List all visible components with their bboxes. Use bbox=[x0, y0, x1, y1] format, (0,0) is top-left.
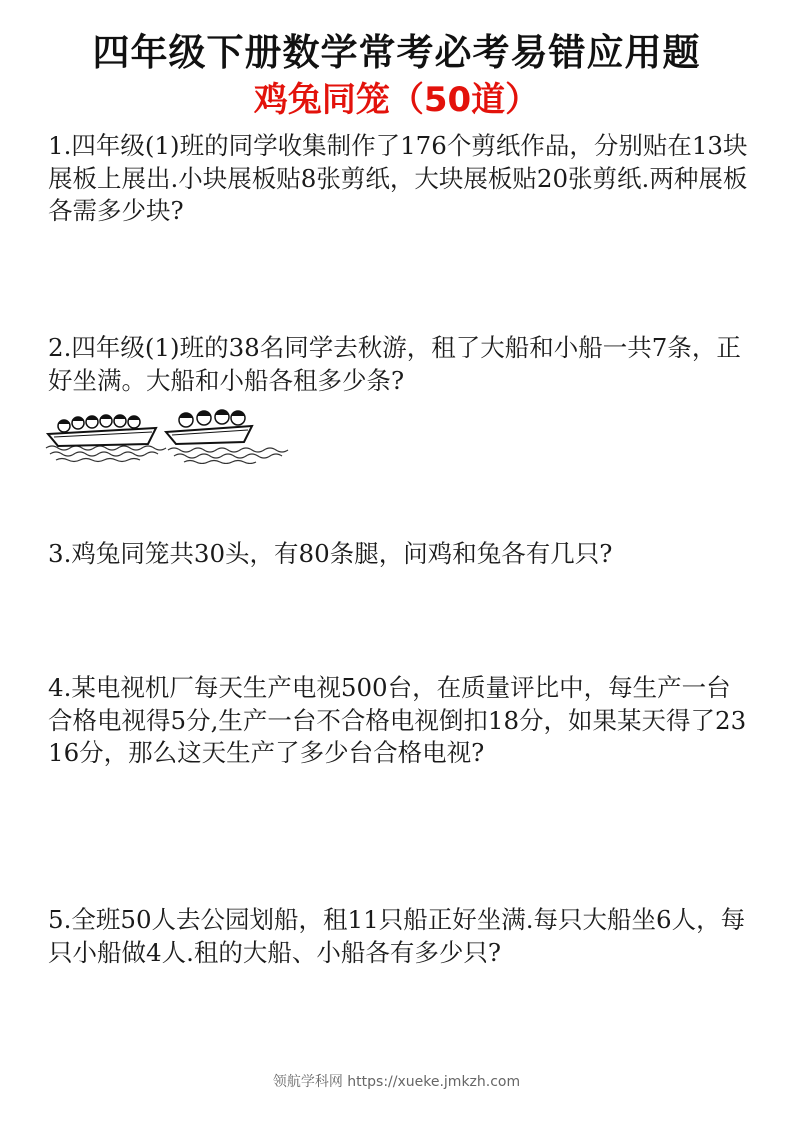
question-5: 5.全班50人去公园划船，租11只船正好坐满.每只大船坐6人，每只小船做4人.租的大船、小船各有多少只? bbox=[48, 905, 746, 967]
question-2: 2.四年级(1)班的38名同学去秋游，租了大船和小船一共7条，正好坐满。大船和小船各租多少条? bbox=[48, 333, 741, 395]
page-title: 四年级下册数学常考必考易错应用题 bbox=[92, 31, 701, 74]
page-subtitle: 鸡兔同笼（50道） bbox=[253, 80, 540, 120]
question-1: 1.四年级(1)班的同学收集制作了176个剪纸作品，分别贴在13块展板上展出.小块展板贴8张剪纸，大块展板贴20张剪纸.两种展板各需多少块? bbox=[48, 131, 748, 225]
question-3: 3.鸡兔同笼共30头，有80条腿，问鸡和兔各有几只? bbox=[48, 539, 613, 568]
question-4: 4.某电视机厂每天生产电视500台，在质量评比中，每生产一台合格电视得5分,生产一台不合格电视倒扣18分，如果某天得了2316分，那么这天生产了多少台合格电视? bbox=[48, 673, 747, 767]
boats-illustration bbox=[44, 404, 300, 464]
footer-watermark: 领航学科网 https://xueke.jmkzh.com bbox=[272, 1074, 521, 1090]
